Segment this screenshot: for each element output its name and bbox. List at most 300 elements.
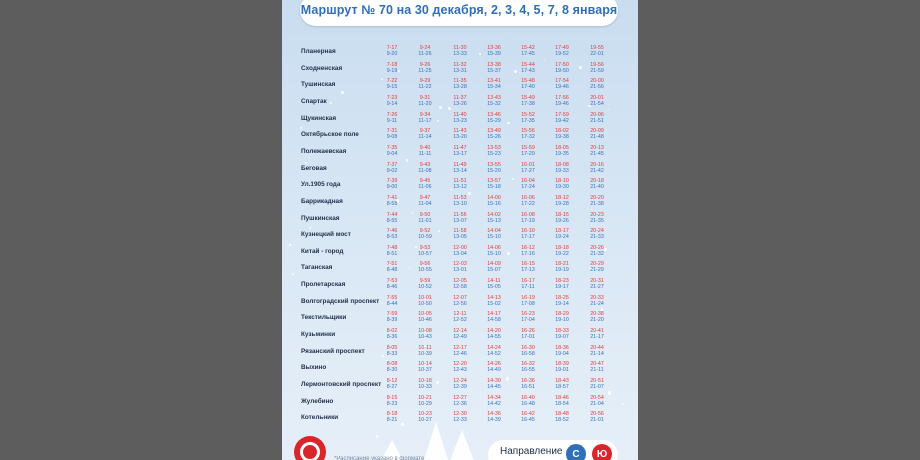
return-time: 9-14 xyxy=(386,100,398,107)
departure-time: 10-14 xyxy=(418,361,432,368)
return-time: 16-55 xyxy=(521,367,535,374)
departure-time: 20-54 xyxy=(590,394,604,401)
departure-time: 7-22 xyxy=(386,78,398,85)
return-time: 13-14 xyxy=(453,167,467,174)
time-cell xyxy=(482,261,506,273)
time-cell xyxy=(380,261,404,273)
return-time: 13-31 xyxy=(453,67,467,74)
time-cell xyxy=(585,361,609,373)
departure-time: 14-13 xyxy=(487,294,501,301)
departure-time: 16-12 xyxy=(521,244,535,251)
return-time: 12-49 xyxy=(453,334,467,341)
departure-time: 18-15 xyxy=(555,211,569,218)
departure-time: 9-53 xyxy=(419,244,431,251)
return-time: 15-10 xyxy=(487,234,501,241)
departure-time: 11-40 xyxy=(453,111,467,118)
time-cell xyxy=(482,411,506,423)
departure-time: 10-21 xyxy=(418,394,432,401)
return-time: 19-28 xyxy=(555,200,569,207)
time-cell xyxy=(448,128,472,140)
time-cell xyxy=(448,378,472,390)
departure-time: 7-44 xyxy=(386,211,398,218)
time-cell xyxy=(585,261,609,273)
departure-time: 15-49 xyxy=(521,94,535,101)
stop-row xyxy=(282,261,638,277)
departure-time: 20-23 xyxy=(590,211,604,218)
time-cell xyxy=(380,311,404,323)
departure-time: 7-48 xyxy=(386,244,398,251)
time-cell xyxy=(585,45,609,57)
departure-time: 18-02 xyxy=(555,128,569,135)
time-cell xyxy=(413,361,437,373)
departure-time: 11-30 xyxy=(453,45,467,51)
return-time: 12-39 xyxy=(453,384,467,390)
stop-row xyxy=(282,62,638,78)
departure-time: 20-31 xyxy=(590,278,604,285)
time-cell xyxy=(585,295,609,307)
departure-time: 13-57 xyxy=(487,178,501,185)
time-cell xyxy=(413,62,437,74)
departure-time: 16-40 xyxy=(521,394,535,401)
time-cell xyxy=(516,411,540,423)
return-time: 9-19 xyxy=(386,67,398,74)
return-time: 10-52 xyxy=(418,284,432,291)
departure-time: 7-53 xyxy=(386,278,398,285)
time-cell xyxy=(550,162,574,174)
time-cell xyxy=(550,378,574,390)
time-cell xyxy=(380,212,404,224)
departure-time: 11-43 xyxy=(453,128,467,135)
stop-name: Пушкинская xyxy=(301,214,340,222)
return-time: 14-55 xyxy=(487,334,501,341)
departure-time: 18-29 xyxy=(555,311,569,318)
time-cell xyxy=(413,78,437,90)
stop-name: Щукинская xyxy=(301,114,337,122)
time-cell xyxy=(380,62,404,74)
schedule-poster xyxy=(282,0,638,460)
departure-time: 12-05 xyxy=(453,278,467,285)
return-time: 17-27 xyxy=(521,167,535,174)
stop-row xyxy=(282,112,638,128)
stop-row xyxy=(282,162,638,178)
departure-time: 18-18 xyxy=(555,244,569,251)
departure-time: 18-46 xyxy=(555,394,569,401)
departure-time: 11-53 xyxy=(453,194,467,201)
return-time: 10-37 xyxy=(418,367,432,374)
time-cell xyxy=(482,228,506,240)
departure-time: 15-59 xyxy=(521,144,535,151)
return-time: 8-48 xyxy=(386,267,398,274)
return-time: 21-14 xyxy=(590,350,604,357)
time-cell xyxy=(585,78,609,90)
departure-time: 20-24 xyxy=(590,228,604,235)
departure-time: 18-39 xyxy=(555,361,569,368)
time-cell xyxy=(413,112,437,124)
departure-time: 15-44 xyxy=(521,61,535,68)
return-time: 21-27 xyxy=(590,284,604,291)
time-cell xyxy=(380,411,404,423)
departure-time: 13-53 xyxy=(487,144,501,151)
departure-time: 12-17 xyxy=(453,344,467,351)
return-time: 19-26 xyxy=(555,217,569,224)
time-cell xyxy=(516,261,540,273)
time-cell xyxy=(448,112,472,124)
return-time: 19-30 xyxy=(555,184,569,191)
departure-time: 9-43 xyxy=(419,161,431,168)
return-time: 17-32 xyxy=(521,134,535,141)
return-time: 21-32 xyxy=(590,250,604,257)
time-cell xyxy=(413,145,437,157)
time-cell xyxy=(413,195,437,207)
return-time: 21-48 xyxy=(590,134,604,141)
return-time: 10-57 xyxy=(418,250,432,257)
return-time: 8-27 xyxy=(386,384,398,390)
departure-time: 14-30 xyxy=(487,378,501,384)
time-cell xyxy=(413,178,437,190)
direction-south-button[interactable]: Ю xyxy=(592,444,612,460)
departure-time: 10-18 xyxy=(418,378,432,384)
stop-name: Выхино xyxy=(301,364,327,372)
departure-time: 13-41 xyxy=(487,78,501,85)
time-cell xyxy=(585,228,609,240)
departure-time: 9-34 xyxy=(419,111,431,118)
return-time: 15-23 xyxy=(487,150,501,157)
return-time: 13-26 xyxy=(453,100,467,107)
departure-time: 14-06 xyxy=(487,244,501,251)
time-cell xyxy=(482,128,506,140)
return-time: 9-11 xyxy=(386,117,398,124)
departure-time: 15-48 xyxy=(521,78,535,85)
departure-time: 9-37 xyxy=(419,128,431,135)
return-time: 17-16 xyxy=(521,250,535,257)
return-time: 19-46 xyxy=(555,84,569,91)
departure-time: 14-36 xyxy=(487,411,501,418)
time-cell xyxy=(550,261,574,273)
return-time: 14-52 xyxy=(487,350,501,357)
departure-time: 16-17 xyxy=(521,278,535,285)
departure-time: 18-08 xyxy=(555,161,569,168)
departure-time: 9-47 xyxy=(419,194,431,201)
return-time: 11-06 xyxy=(418,184,432,191)
time-cell xyxy=(380,345,404,357)
return-time: 19-01 xyxy=(555,367,569,374)
time-cell xyxy=(585,328,609,340)
return-time: 21-24 xyxy=(590,300,604,307)
time-cell xyxy=(482,311,506,323)
departure-time: 16-36 xyxy=(521,378,535,384)
departure-time: 13-55 xyxy=(487,161,501,168)
departure-time: 12-00 xyxy=(453,244,467,251)
departure-time: 16-04 xyxy=(521,178,535,185)
return-time: 12-33 xyxy=(453,417,467,424)
stop-name: Кузнецкий мост xyxy=(301,231,351,239)
return-time: 11-14 xyxy=(418,134,432,141)
departure-time: 20-44 xyxy=(590,344,604,351)
time-cell xyxy=(482,178,506,190)
return-time: 19-42 xyxy=(555,117,569,124)
departure-time: 7-17 xyxy=(386,45,398,51)
time-cell xyxy=(516,245,540,257)
return-time: 9-20 xyxy=(386,51,398,57)
time-cell xyxy=(482,95,506,107)
time-cell xyxy=(380,178,404,190)
departure-time: 14-02 xyxy=(487,211,501,218)
departure-time: 15-52 xyxy=(521,111,535,118)
time-cell xyxy=(550,345,574,357)
departure-time: 18-23 xyxy=(555,278,569,285)
stop-name: Баррикадная xyxy=(301,197,343,205)
time-cell xyxy=(516,228,540,240)
stop-row xyxy=(282,178,638,194)
time-cell xyxy=(550,212,574,224)
time-cell xyxy=(380,78,404,90)
return-time: 13-28 xyxy=(453,84,467,91)
departure-time: 18-36 xyxy=(555,344,569,351)
return-time: 11-22 xyxy=(418,84,432,91)
departure-time: 13-36 xyxy=(487,45,501,51)
snowflake xyxy=(613,441,614,442)
time-cell xyxy=(413,395,437,407)
return-time: 21-38 xyxy=(590,200,604,207)
departure-time: 14-09 xyxy=(487,261,501,268)
return-time: 9-08 xyxy=(386,134,398,141)
return-time: 21-35 xyxy=(590,217,604,224)
time-cell xyxy=(413,345,437,357)
time-cell xyxy=(482,112,506,124)
return-time: 14-49 xyxy=(487,367,501,374)
time-cell xyxy=(380,361,404,373)
direction-north-button[interactable]: С xyxy=(566,444,586,460)
departure-time: 12-20 xyxy=(453,361,467,368)
departure-time: 19-56 xyxy=(590,61,604,68)
departure-time: 13-43 xyxy=(487,94,501,101)
departure-time: 18-33 xyxy=(555,328,569,335)
return-time: 18-52 xyxy=(555,417,569,424)
return-time: 21-07 xyxy=(590,384,604,390)
time-cell xyxy=(448,78,472,90)
time-cell xyxy=(482,45,506,57)
return-time: 16-48 xyxy=(521,400,535,407)
departure-time: 14-17 xyxy=(487,311,501,318)
time-cell xyxy=(516,62,540,74)
departure-time: 16-19 xyxy=(521,294,535,301)
time-cell xyxy=(516,345,540,357)
time-cell xyxy=(380,112,404,124)
departure-time: 10-05 xyxy=(418,311,432,318)
time-cell xyxy=(482,78,506,90)
return-time: 11-26 xyxy=(418,51,432,57)
time-cell xyxy=(448,278,472,290)
departure-time: 10-23 xyxy=(418,411,432,418)
return-time: 16-45 xyxy=(521,417,535,424)
time-cell xyxy=(448,328,472,340)
time-cell xyxy=(482,162,506,174)
return-time: 11-25 xyxy=(418,67,432,74)
departure-time: 14-34 xyxy=(487,394,501,401)
departure-time: 7-46 xyxy=(386,228,398,235)
time-cell xyxy=(550,62,574,74)
time-cell xyxy=(550,128,574,140)
time-cell xyxy=(413,261,437,273)
stop-name: Ул.1905 года xyxy=(301,181,341,189)
stop-name: Волгоградский проспект xyxy=(301,297,380,305)
time-cell xyxy=(380,378,404,390)
departure-time: 17-50 xyxy=(555,61,569,68)
departure-time: 11-35 xyxy=(453,78,467,85)
return-time: 22-01 xyxy=(590,51,604,57)
time-cell xyxy=(380,278,404,290)
departure-time: 12-14 xyxy=(453,328,467,335)
departure-time: 7-31 xyxy=(386,128,398,135)
time-cell xyxy=(482,395,506,407)
return-time: 19-14 xyxy=(555,300,569,307)
return-time: 10-43 xyxy=(418,334,432,341)
time-cell xyxy=(448,395,472,407)
departure-time: 9-59 xyxy=(419,278,431,285)
departure-time: 18-05 xyxy=(555,144,569,151)
departure-time: 20-26 xyxy=(590,244,604,251)
return-time: 17-35 xyxy=(521,117,535,124)
departure-time: 12-24 xyxy=(453,378,467,384)
return-time: 13-33 xyxy=(453,51,467,57)
return-time: 9-00 xyxy=(386,184,398,191)
departure-time: 7-41 xyxy=(386,194,398,201)
stop-row xyxy=(282,295,638,311)
time-cell xyxy=(585,178,609,190)
return-time: 8-23 xyxy=(386,400,398,407)
return-time: 19-35 xyxy=(555,150,569,157)
return-time: 12-46 xyxy=(453,350,467,357)
time-cell xyxy=(550,245,574,257)
departure-time: 20-20 xyxy=(590,194,604,201)
return-time: 19-33 xyxy=(555,167,569,174)
return-time: 13-01 xyxy=(453,267,467,274)
time-cell xyxy=(585,245,609,257)
return-time: 15-10 xyxy=(487,250,501,257)
return-time: 13-04 xyxy=(453,250,467,257)
time-cell xyxy=(550,278,574,290)
departure-time: 9-45 xyxy=(419,178,431,185)
time-cell xyxy=(413,45,437,57)
route-title xyxy=(300,0,618,26)
time-cell xyxy=(413,278,437,290)
return-time: 16-58 xyxy=(521,350,535,357)
return-time: 13-20 xyxy=(453,134,467,141)
departure-time: 12-07 xyxy=(453,294,467,301)
departure-time: 11-58 xyxy=(453,228,467,235)
stop-row xyxy=(282,328,638,344)
return-time: 15-16 xyxy=(487,200,501,207)
time-cell xyxy=(482,278,506,290)
stop-row xyxy=(282,128,638,144)
departure-time: 8-02 xyxy=(386,328,398,335)
departure-time: 12-27 xyxy=(453,394,467,401)
stop-name: Октябрьское поле xyxy=(301,131,359,139)
return-time: 8-30 xyxy=(386,367,398,374)
stop-name: Планерная xyxy=(301,48,336,55)
time-cell xyxy=(585,128,609,140)
departure-time: 17-56 xyxy=(555,94,569,101)
return-time: 21-11 xyxy=(590,367,604,374)
departure-time: 16-26 xyxy=(521,328,535,335)
time-cell xyxy=(380,395,404,407)
stop-row xyxy=(282,228,638,244)
return-time: 21-42 xyxy=(590,167,604,174)
return-time: 17-17 xyxy=(521,234,535,241)
departure-time: 18-12 xyxy=(555,194,569,201)
footer-note: *Расписание указано в формате xyxy=(334,456,425,460)
time-cell xyxy=(380,328,404,340)
departure-time: 20-29 xyxy=(590,261,604,268)
departure-time: 8-05 xyxy=(386,344,398,351)
return-time: 21-56 xyxy=(590,84,604,91)
return-time: 21-59 xyxy=(590,67,604,74)
departure-time: 16-32 xyxy=(521,361,535,368)
departure-time: 20-06 xyxy=(590,111,604,118)
departure-time: 9-26 xyxy=(419,61,431,68)
time-cell xyxy=(482,212,506,224)
departure-time: 11-56 xyxy=(453,211,467,218)
time-cell xyxy=(585,212,609,224)
return-time: 11-17 xyxy=(418,117,432,124)
departure-time: 15-42 xyxy=(521,45,535,51)
return-time: 17-29 xyxy=(521,150,535,157)
time-cell xyxy=(482,245,506,257)
return-time: 15-13 xyxy=(487,217,501,224)
stop-name: Рязанский проспект xyxy=(301,347,365,355)
departure-time: 14-00 xyxy=(487,194,501,201)
return-time: 17-04 xyxy=(521,317,535,324)
return-time: 12-43 xyxy=(453,367,467,374)
time-cell xyxy=(413,328,437,340)
time-cell xyxy=(448,295,472,307)
departure-time: 10-08 xyxy=(418,328,432,335)
time-cell xyxy=(413,95,437,107)
stop-row xyxy=(282,345,638,361)
departure-time: 8-12 xyxy=(386,378,398,384)
time-cell xyxy=(413,162,437,174)
departure-time: 9-50 xyxy=(419,211,431,218)
departure-time: 17-49 xyxy=(555,45,569,51)
return-time: 9-04 xyxy=(386,150,398,157)
time-cell xyxy=(448,162,472,174)
time-cell xyxy=(516,145,540,157)
return-time: 8-51 xyxy=(386,250,398,257)
stop-name: Сходненская xyxy=(301,64,343,72)
time-cell xyxy=(585,162,609,174)
departure-time: 9-29 xyxy=(419,78,431,85)
time-cell xyxy=(448,195,472,207)
return-time: 17-40 xyxy=(521,84,535,91)
time-cell xyxy=(585,345,609,357)
return-time: 15-18 xyxy=(487,184,501,191)
departure-time: 14-11 xyxy=(487,278,501,285)
time-cell xyxy=(550,78,574,90)
return-time: 19-22 xyxy=(555,250,569,257)
return-time: 10-59 xyxy=(418,234,432,241)
return-time: 17-43 xyxy=(521,67,535,74)
stop-name: Пролетарская xyxy=(301,281,346,289)
return-time: 9-15 xyxy=(386,84,398,91)
time-cell xyxy=(550,178,574,190)
return-time: 21-04 xyxy=(590,400,604,407)
return-time: 15-02 xyxy=(487,300,501,307)
time-cell xyxy=(550,311,574,323)
time-cell xyxy=(380,95,404,107)
return-time: 14-42 xyxy=(487,400,501,407)
time-cell xyxy=(448,45,472,57)
return-time: 8-58 xyxy=(386,200,398,207)
